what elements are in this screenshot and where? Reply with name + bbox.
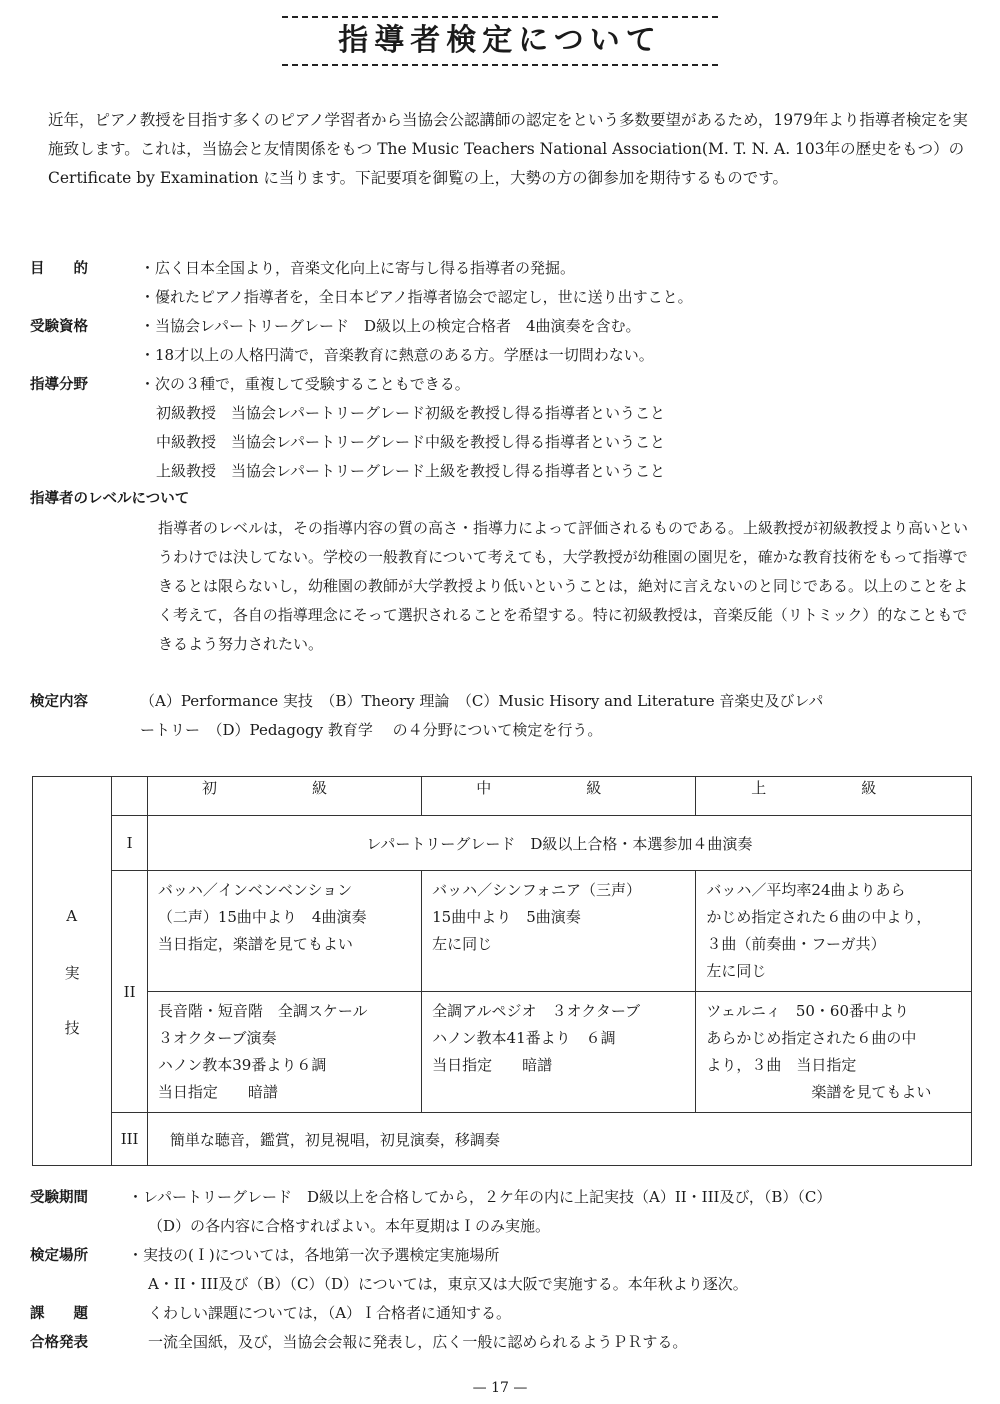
announce-text: 一流全国紙，及び，当協会会報に発表し，広く一般に認められるようＰＲする。 (148, 1333, 688, 1351)
eligibility-item-1: ・当協会レパートリーグレード D級以上の検定合格者 4曲演奏を含む。 (140, 317, 641, 335)
purpose-item-1: ・広く日本全国より，音楽文化向上に寄与し得る指導者の発掘。 (140, 259, 576, 277)
place-line-2: A・II・III及び（B）（C）（D）については，東京又は大阪で実施する。本年秋より逐次。 (148, 1275, 748, 1293)
title-rule-top (282, 16, 718, 18)
eligibility-label: 受験資格 (30, 319, 88, 335)
row-IIa-intermediate: バッハ／シンフォニア（三声） 15曲中より 5曲演奏 左に同じ (422, 871, 696, 992)
table-side-label: A実技 (33, 777, 112, 1166)
fields-item-3: 上級教授 当協会レパートリーグレード上級を教授し得る指導者ということ (156, 462, 665, 480)
fields-intro: ・次の３種で，重複して受験することもできる。 (140, 375, 470, 393)
roman-III: III (112, 1113, 147, 1166)
intro-paragraph: 近年，ピアノ教授を目指す多くのピアノ学習者から当協会公認講師の認定をという多数要望があるため，1979年より指導者検定を実施致します。これは，当協会と友情関係をもつ The Music Teachers National Association(M. T. N. A. 103年の歴史をもつ）の Certificate by Examination に当ります。下記要項を御覧の上，大勢の方の御参加を期待するものです。 (48, 111, 968, 187)
row-III-content: 簡単な聴音，鑑賞，初見視唱，初見演奏，移調奏 (147, 1113, 971, 1166)
row-I-content: レパートリーグレード D級以上合格・本選参加４曲演奏 (147, 816, 971, 871)
level-paragraph: 指導者のレベルは，その指導内容の質の高さ・指導力によって評価されるものである。上級教授が初級教授より高いというわけでは決してない。学校の一般教育について考えても，大学教授が幼稚園の園児を，確かな教育技術をもって指導できるとは限らないし，幼稚園の教師が大学教授より低いということは，絶対に言えないのと同じである。以上のことをよく考えて，各自の指導理念にそって選択されることを希望する。特に初級教授は，音楽反能（リトミック）的なこともできるよう努力されたい。 (158, 519, 969, 653)
table-row-IIb (33, 992, 972, 1113)
table-row-III (33, 1113, 972, 1166)
table-header-spacer (112, 777, 147, 816)
period-label: 受験期間 (30, 1190, 88, 1206)
content-line-2: ートリー （D）Pedagogy 教育学 の４分野について検定を行う。 (140, 721, 603, 739)
row-IIa-advanced: バッハ／平均率24曲よりあら かじめ指定された６曲の中より， ３曲（前奏曲・フーガ共） 左に同じ (696, 871, 972, 992)
title-block (282, 16, 718, 66)
row-IIb-intermediate: 全調アルペジオ ３オクターブ ハノン教本41番より ６調 当日指定 暗譜 (422, 992, 696, 1113)
row-IIb-beginner: 長音階・短音階 全調スケール ３オクターブ演奏 ハノン教本39番より６調 当日指定 暗譜 (147, 992, 421, 1113)
table-header-row (33, 777, 972, 816)
fields-item-2: 中級教授 当協会レパートリーグレード中級を教授し得る指導者ということ (156, 433, 665, 451)
place-line-1: ・実技の(Ｉ)については，各地第一次予選検定実施場所 (128, 1246, 500, 1264)
header-advanced: 上 級 (696, 777, 972, 816)
task-text: くわしい課題については，（A）Ｉ合格者に通知する。 (148, 1304, 512, 1322)
fields-item-1: 初級教授 当協会レパートリーグレード初級を教授し得る指導者ということ (156, 404, 665, 422)
eligibility-item-2: ・18才以上の人格円満で，音楽教育に熱意のある方。学歴は一切問わない。 (140, 346, 654, 364)
purpose-label: 目 的 (30, 261, 88, 277)
performance-table (32, 776, 972, 1166)
content-label: 検定内容 (30, 694, 88, 710)
roman-I: I (112, 816, 147, 871)
period-line-2: （D）の各内容に合格すればよい。本年夏期はＩのみ実施。 (148, 1217, 551, 1235)
table-row-IIa (33, 871, 972, 992)
page-title: 指導者検定について (338, 23, 662, 58)
title-rule-bottom (282, 64, 718, 66)
purpose-item-2: ・優れたピアノ指導者を，全日本ピアノ指導者協会で認定し，世に送り出すこと。 (140, 288, 693, 306)
announce-label: 合格発表 (30, 1335, 88, 1351)
row-IIa-beginner: バッハ／インベンベンション （二声）15曲中より 4曲演奏 当日指定，楽譜を見てもよい (147, 871, 421, 992)
page-number: — 17 — (472, 1380, 528, 1396)
fields-label: 指導分野 (30, 377, 88, 393)
place-label: 検定場所 (30, 1248, 88, 1264)
content-line-1: （A）Performance 実技 （B）Theory 理論 （C）Music Hisory and Literature 音楽史及びレパ (140, 692, 824, 710)
row-IIb-advanced: ツェルニィ 50・60番中より あらかじめ指定された６曲の中 より，３曲 当日指定 楽譜を見てもよい (696, 992, 972, 1113)
level-label: 指導者のレベルについて (30, 491, 190, 507)
header-intermediate: 中 級 (422, 777, 696, 816)
roman-II: II (112, 871, 147, 1113)
header-beginner: 初 級 (147, 777, 421, 816)
period-line-1: ・レパートリーグレード D級以上を合格してから，２ケ年の内に上記実技（A）II・III及び，（B）（C） (128, 1188, 832, 1206)
table-row-I (33, 816, 972, 871)
task-label: 課 題 (30, 1306, 88, 1322)
